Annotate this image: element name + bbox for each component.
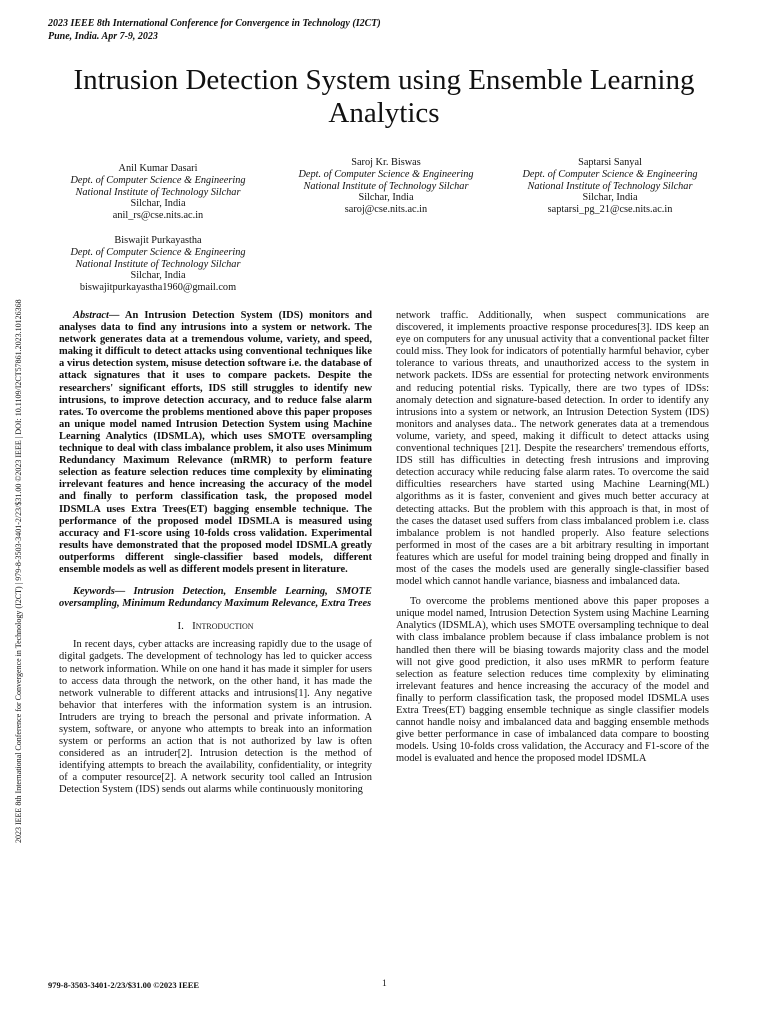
author-name: Saroj Kr. Biswas: [351, 157, 421, 168]
page-number: 1: [382, 979, 387, 989]
keywords-label: Keywords—: [73, 586, 126, 598]
abstract-label: Abstract—: [73, 310, 120, 321]
conference-header: [48, 17, 381, 43]
right-column: [396, 310, 709, 765]
conference-name: 2023 IEEE 8th International Conference for Convergence in Technology (I2CT): [48, 18, 381, 29]
section-number: I.: [177, 620, 184, 633]
abstract-text: An Intrusion Detection System (IDS) monitors and analyses data to find any intrusions into a system or network. The network generates data at a tremendous volume, variety, and speed, making it difficult to detect attacks using conventional techniques like a virus detection system, misuse detection software i.e. the database of attack signatures that it uses to compare packets. Despite the researchers' significant efforts, IDS still struggles to identify new intrusions, to improve detection accuracy, and to reduce false alarm rates. To overcome the problems mentioned above this paper proposes an unique model named Intrusion Detection System using Machine Learning Analytics (IDSMLA), which uses SMOTE oversampling technique to deal with class imbalance problem, it also uses Minimum Redundancy Maximum Relevance (mRMR) to perform feature selection as feature selection reduces time complexity by eliminating irrelevant features and hence increasing the accuracy of the model and finally to perform classification task, the proposed model IDSMLA uses Extra Trees(ET) bagging ensemble technique. The performance of the proposed model IDSMLA is measured using accuracy and F1-score using 10-folds cross validation. Experimental results have demonstrated that the proposed model IDSMLA greatly outperforms different single-classifier based models, different ensemble models as well as different models present in literature.: [59, 310, 372, 575]
author-name: Anil Kumar Dasari: [118, 163, 198, 174]
conference-location: Pune, India. Apr 7-9, 2023: [48, 31, 158, 42]
author-block-4: [496, 157, 724, 216]
section-title: Introduction: [192, 620, 254, 633]
intro-paragraph-2: network traffic. Additionally, when suspect communications are discovered, it implements proactive response procedures[3]. IDS keep an eye on computers for any unusual activity that a conventional packet filter could miss. They look for indicators of potentially harmful behavior, cyber tolerance to various threats, and unauthorized access to the system in network packets. IDSs are essential for protecting network environments and reducing potential risks. Typically, there are two types of IDSs: anomaly detection and signature-based detection. In order to identify any intrusions into a system or network, an Intrusion Detection System (IDS) monitors and analyses data.. The network generates data at a tremendous volume, variety, and speed, making it difficult to detect attacks using conventional techniques [21]. Despite the researchers' tremendous efforts, IDS still has difficulties in detecting fresh intrusions and improving detection accuracy while reducing false alarm rates. To overcome the said difficulties researchers have started using Machine Learning(ML) algorithms as it is faster, convenient and gives much better accuracy at detecting attacks. But the problem with this approach is that, in most of the cases the dataset used suffers from class imbalanced problem i.e. class imbalance problem is not handled properly. Also feature selections performed in most of the cases are a bit arbitrary resulting in important features which are useful for model training being dropped and finally in most of the cases the models used are generally single-classifier based model which cannot handle variance, biasness and imbalanced data.: [396, 310, 709, 588]
abstract: [59, 310, 372, 576]
author-email[interactable]: anil_rs@cse.nits.ac.in: [112, 210, 204, 222]
author-dept: Dept. of Computer Science & Engineering: [70, 174, 246, 186]
keywords-text: Intrusion Detection, Ensemble Learning, SMOTE oversampling, Minimum Redundancy Maximum Relevance, Extra Trees: [59, 586, 372, 610]
author-block-1: [48, 163, 268, 222]
left-column: [59, 310, 372, 797]
author-dept: Dept. of Computer Science & Engineering: [522, 168, 698, 180]
author-dept: Dept. of Computer Science & Engineering: [70, 246, 246, 258]
author-location: Silchar, India: [358, 192, 414, 204]
author-institution: National Institute of Technology Silchar: [75, 258, 241, 270]
footer-isbn: 979-8-3503-3401-2/23/$31.00 ©2023 IEEE: [48, 980, 200, 990]
author-location: Silchar, India: [130, 198, 186, 210]
author-email[interactable]: biswajitpurkayastha1960@gmail.com: [79, 282, 237, 294]
intro-paragraph-3: To overcome the problems mentioned above this paper proposes a unique model named, Intrusion Detection System using Machine Learning Analytics (IDSMLA), which uses SMOTE oversampling technique to deal with class imbalance problem because if class imbalance problem is not handled then there will be biasing towards majority class and the model will not give good prediction, it also uses mRMR to perform feature selection as feature selection reduces time complexity by eliminating irrelevant features and hence increasing the accuracy of the model and finally to perform classification task, the proposed model IDSMLA uses Extra Trees(ET) bagging ensemble technique as single classifier models cannot handle noisy and imbalanced data and bagging ensemble methods give better performance in case of imbalanced data compare to boosting models. Using 10-folds cross validation, the Accuracy and F1-score of the model is evaluated and hence the proposed model IDSMLA: [396, 596, 709, 765]
intro-paragraph-1: In recent days, cyber attacks are increasing rapidly due to the usage of digital gadgets. The development of technology has led to quicker access to network information. While on one hand it has made it simpler for users to access data through the network, on the other hand, it has made the network vulnerable to different attacks and intrusions[1]. Any negative behavior that interferes with the information system is an intrusion. Intruders are trying to breach the personal and private information. A system, software, or anyone who attempts to break into an information system or performs an action that is not authorized by law is often considered as an intruder[2]. Intrusion detection is the method of identifying attempts to breach the availability, confidentiality, or integrity of a computer resource[2]. A network security tool called an Intrusion Detection System (IDS) sends out alarms while continuously monitoring: [59, 639, 372, 796]
author-block-3: [272, 157, 500, 216]
paper-title: Intrusion Detection System using Ensemble Learning Analytics: [73, 64, 695, 129]
section-heading: [59, 620, 372, 632]
doi-sidebar: 2023 IEEE 8th International Conference for Convergence in Technology (I2CT) | 979-8-3503-3401-2/23/$31.00 ©2023 IEEE | DOI: 10.1109/I2CT57861.2023.10126368: [14, 299, 23, 843]
author-institution: National Institute of Technology Silchar: [303, 180, 469, 192]
author-name: Biswajit Purkayastha: [114, 235, 202, 246]
author-location: Silchar, India: [582, 192, 638, 204]
author-institution: National Institute of Technology Silchar: [527, 180, 693, 192]
author-block-2: [48, 235, 268, 294]
keywords: [59, 586, 372, 610]
author-email[interactable]: saptarsi_pg_21@cse.nits.ac.in: [547, 204, 673, 216]
author-email[interactable]: saroj@cse.nits.ac.in: [344, 204, 428, 216]
author-institution: National Institute of Technology Silchar: [75, 186, 241, 198]
author-location: Silchar, India: [130, 270, 186, 282]
author-name: Saptarsi Sanyal: [578, 157, 642, 168]
author-dept: Dept. of Computer Science & Engineering: [298, 168, 474, 180]
